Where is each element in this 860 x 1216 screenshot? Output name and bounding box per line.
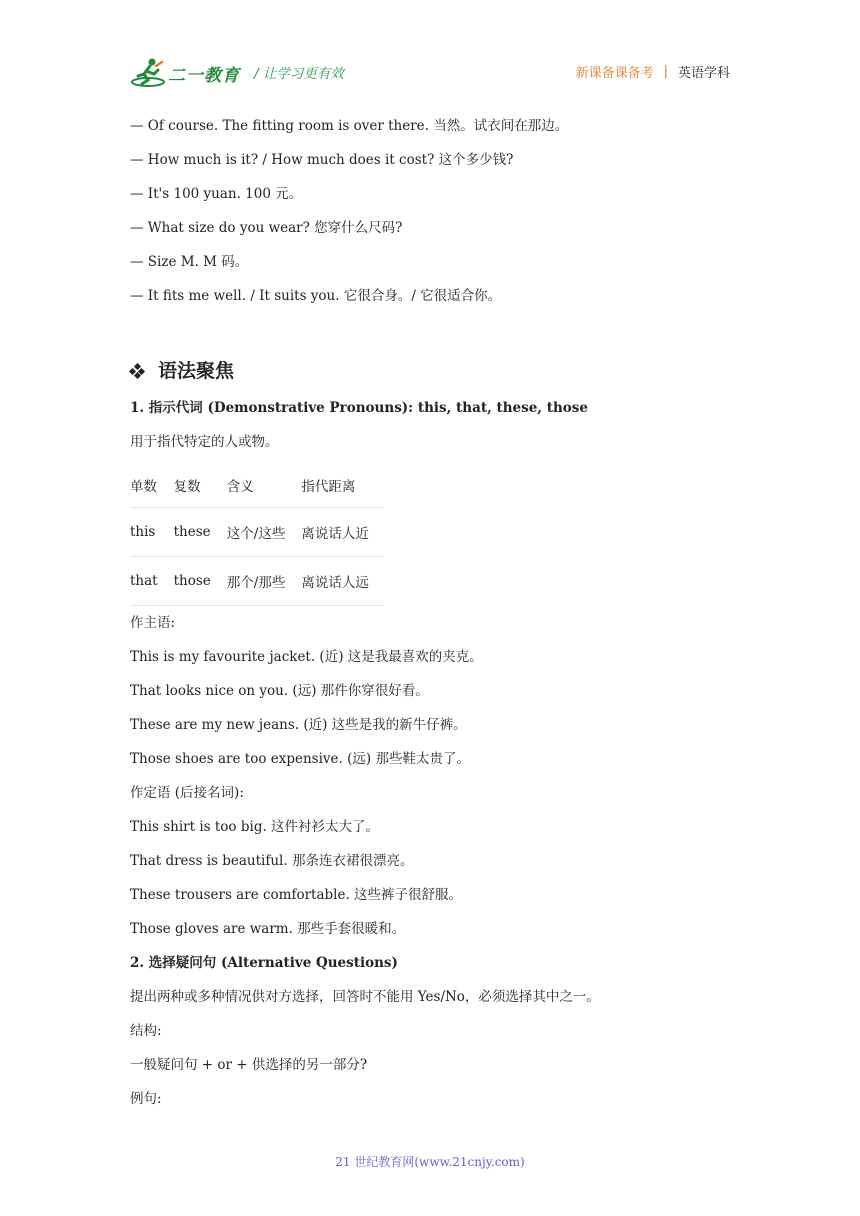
- page-footer: 21 世纪教育网(www.21cnjy.com): [335, 1155, 525, 1169]
- logo: [130, 56, 240, 90]
- attributive-label: 作定语 (后接名词):: [130, 785, 244, 801]
- point2-title: 2. 选择疑问句 (Alternative Questions): [130, 955, 398, 971]
- section-title-text: 语法聚焦: [158, 360, 235, 382]
- dialogue-line: — Of course. The fitting room is over there. 当然。试衣间在那边。: [130, 118, 569, 134]
- header-subject-label: 英语学科: [677, 66, 730, 81]
- table-cell: those: [174, 557, 227, 606]
- header-course-label: 新课备课备考: [575, 66, 654, 81]
- point1-title: 1. 指示代词 (Demonstrative Pronouns): this, that, these, those: [130, 400, 588, 416]
- logo-text: 二一教育: [168, 65, 240, 86]
- table-header-cell: 含义: [227, 463, 302, 508]
- subject-label: 作主语:: [130, 615, 176, 631]
- dialogue-line: — It fits me well. / It suits you. 它很合身。/ 它很适合你。: [130, 288, 502, 304]
- dialogue-line: — Size M. M 码。: [130, 254, 249, 270]
- header-separator: |: [663, 64, 668, 79]
- example-sentence: Those gloves are warm. 那些手套很暖和。: [130, 921, 406, 937]
- example-sentence: That dress is beautiful. 那条连衣裙很漂亮。: [130, 853, 414, 869]
- example-sentence: This shirt is too big. 这件衬衫太大了。: [130, 819, 380, 835]
- table-cell: this: [130, 508, 174, 557]
- pronoun-table: [130, 463, 383, 606]
- point1-desc: 用于指代特定的人或物。: [130, 434, 279, 450]
- dialogue-line: — How much is it? / How much does it cost? 这个多少钱?: [130, 152, 514, 168]
- diamond-bullet-icon: [130, 364, 144, 378]
- table-header-cell: 单数: [130, 463, 174, 508]
- example-label: 例句:: [130, 1091, 162, 1107]
- example-sentence: That looks nice on you. (远) 那件你穿很好看。: [130, 683, 429, 699]
- table-header-cell: 复数: [174, 463, 227, 508]
- structure-formula: 一般疑问句 + or + 供选择的另一部分?: [130, 1057, 368, 1073]
- table-row: [130, 508, 383, 557]
- table-cell: 那个/那些: [227, 557, 302, 606]
- example-sentence: These are my new jeans. (近) 这些是我的新牛仔裤。: [130, 717, 467, 733]
- table-header-cell: 指代距离: [301, 463, 383, 508]
- table-cell: that: [130, 557, 174, 606]
- structure-label: 结构:: [130, 1023, 162, 1039]
- table-cell: these: [174, 508, 227, 557]
- runner-logo-icon: [130, 56, 166, 90]
- header-subject: [576, 62, 730, 81]
- example-sentence: This is my favourite jacket. (近) 这是我最喜欢的夹克。: [130, 649, 483, 665]
- example-sentence: These trousers are comfortable. 这些裤子很舒服。: [130, 887, 463, 903]
- dialogue-line: — It's 100 yuan. 100 元。: [130, 186, 303, 202]
- document-body: [130, 109, 740, 1116]
- table-header-row: [130, 463, 383, 508]
- dialogue-line: — What size do you wear? 您穿什么尺码?: [130, 220, 403, 236]
- table-cell: 离说话人远: [301, 557, 383, 606]
- table-cell: 这个/这些: [227, 508, 302, 557]
- section-title: [130, 351, 740, 391]
- example-sentence: Those shoes are too expensive. (远) 那些鞋太贵了。: [130, 751, 470, 767]
- page-header: [130, 56, 730, 92]
- table-row: [130, 557, 383, 606]
- slogan: / 让学习更有效: [254, 66, 344, 82]
- point2-desc: 提出两种或多种情况供对方选择，回答时不能用 Yes/No，必须选择其中之一。: [130, 989, 600, 1005]
- table-cell: 离说话人近: [301, 508, 383, 557]
